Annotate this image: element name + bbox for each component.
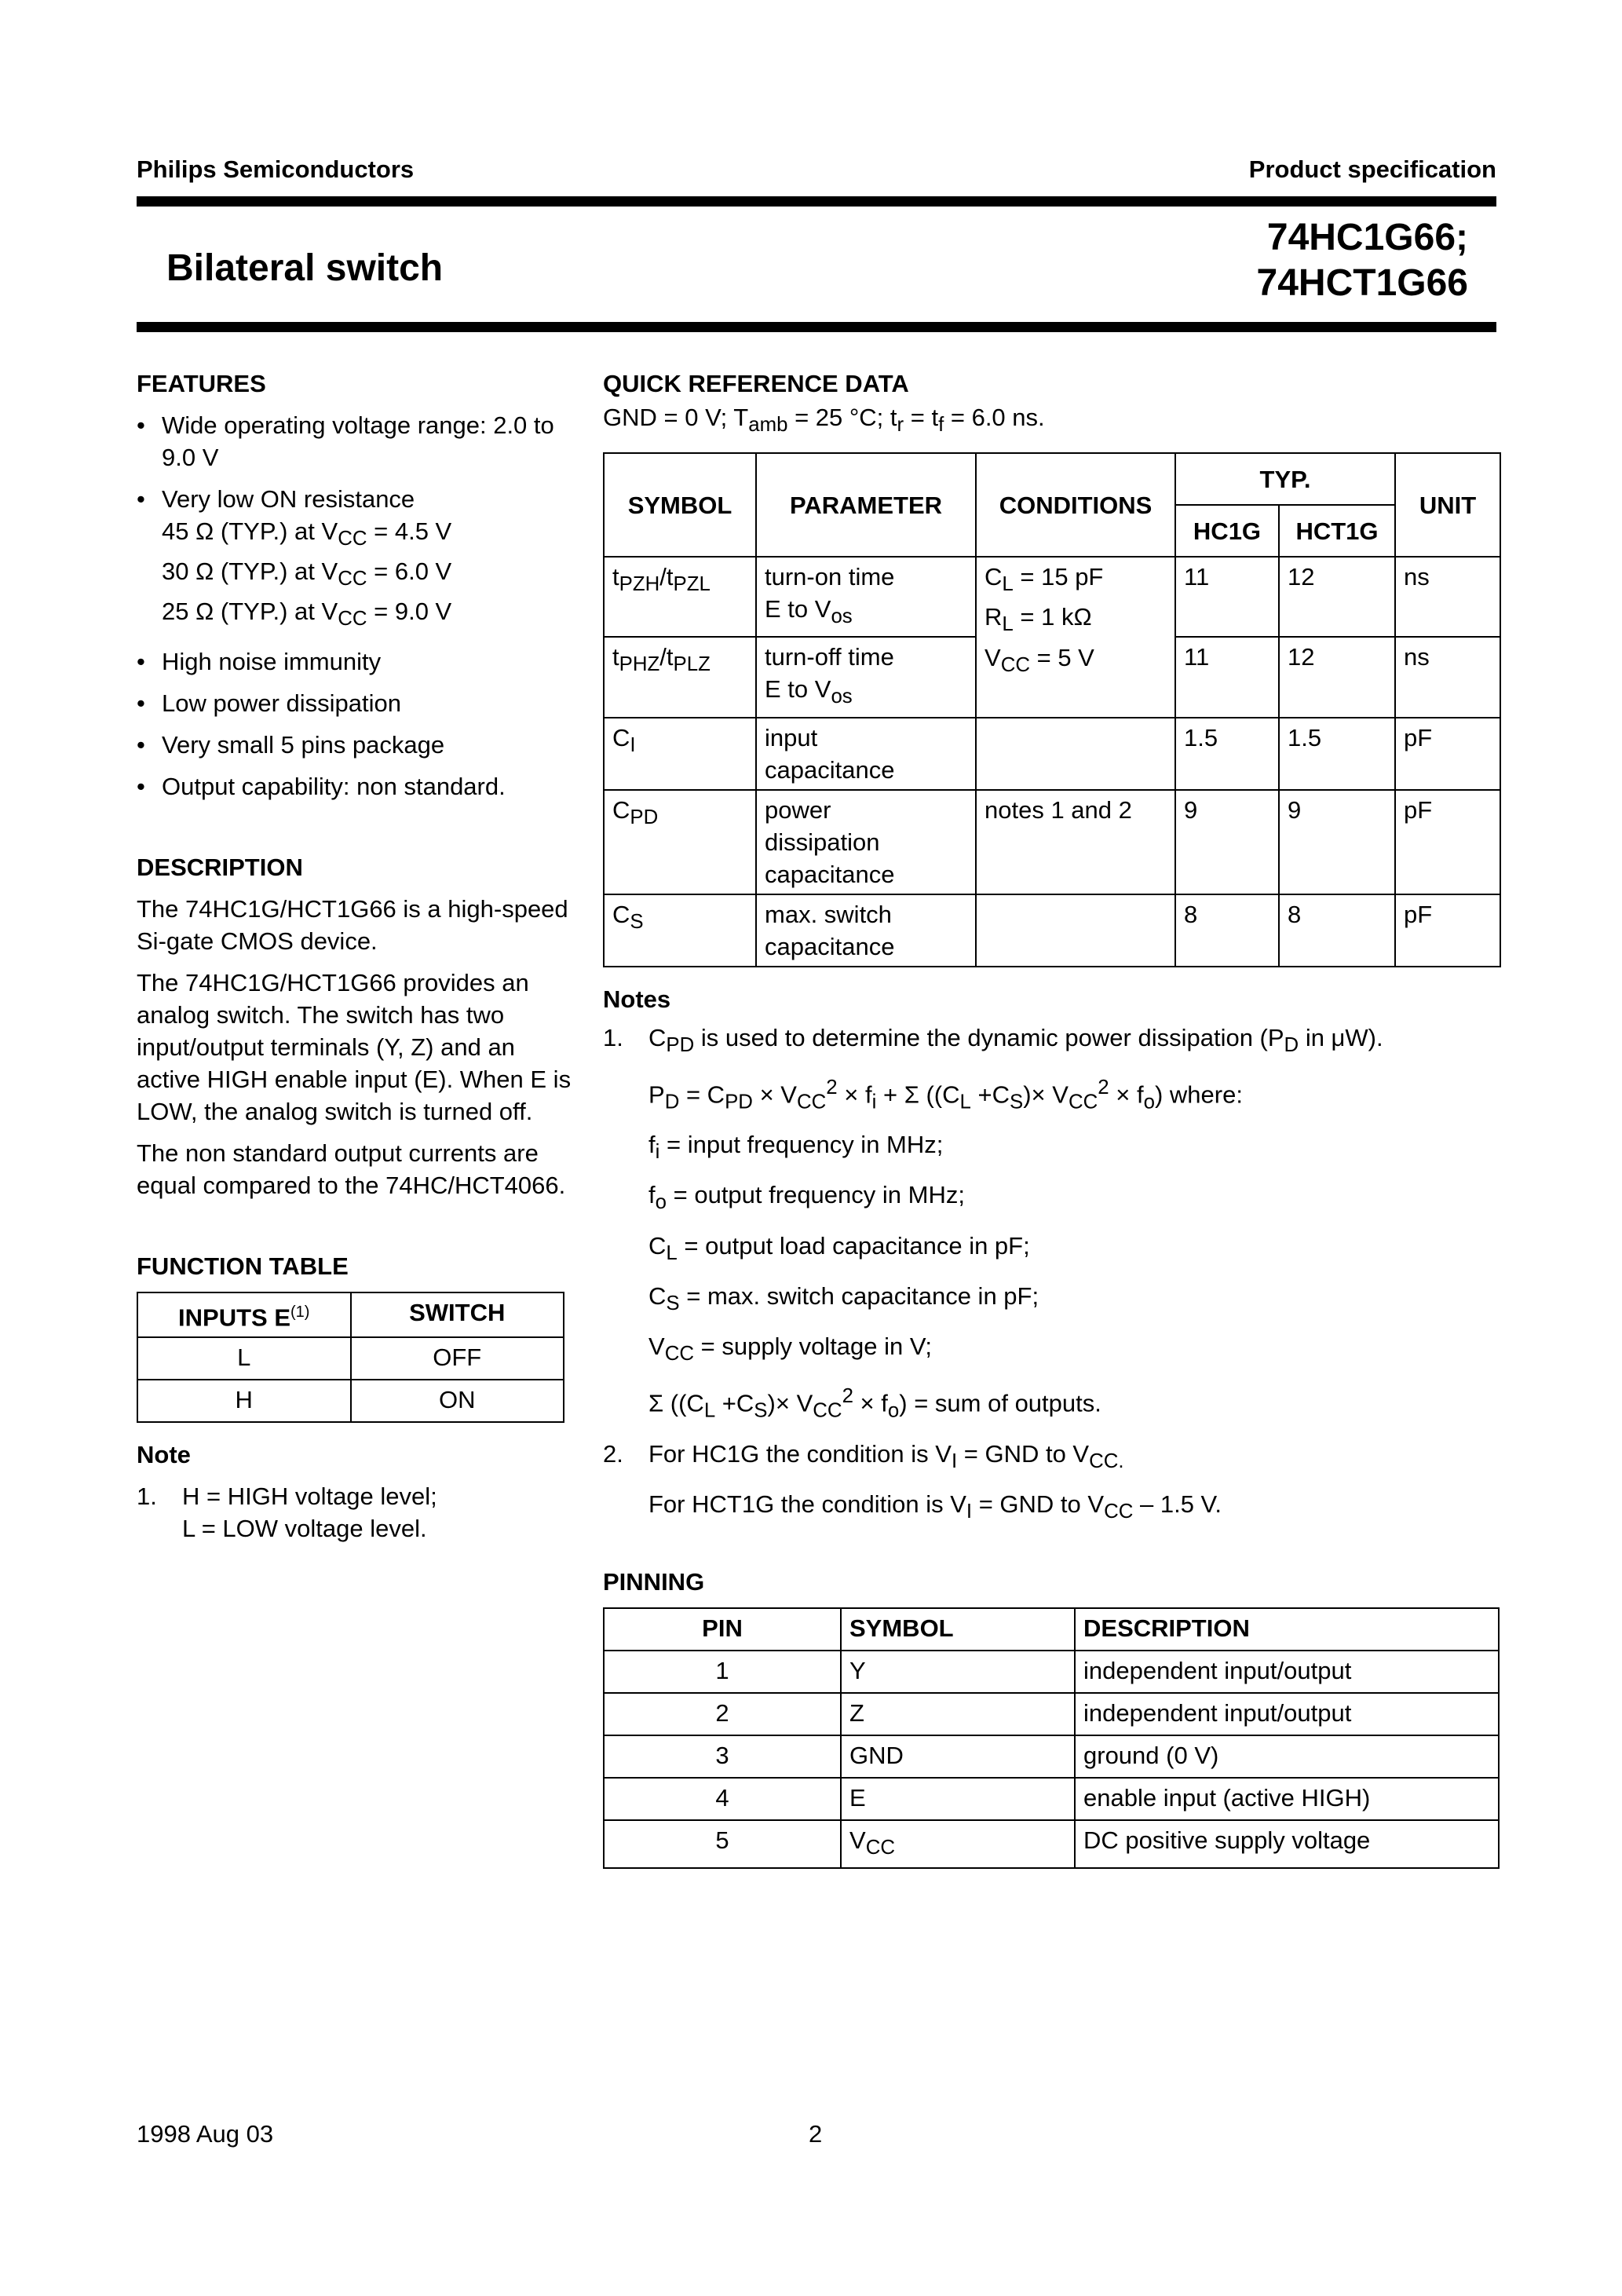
table-row: $t_{PHZ}/t_{PLZ}$ turn-off time E to $V_{os}$ 11 12 ns bbox=[604, 637, 1500, 717]
description-paragraph: The 74HC1G/HCT1G66 is a high-speed Si-gate CMOS device. bbox=[137, 894, 568, 955]
col-hct1g: HCT1G bbox=[1279, 505, 1395, 557]
function-note-heading: Note bbox=[137, 1440, 191, 1468]
function-note: 1. H = HIGH voltage level; L = LOW voltage level. bbox=[137, 1482, 437, 1542]
table-row: 2 Z independent input/output bbox=[604, 1693, 1499, 1735]
right-column bbox=[603, 367, 1498, 1869]
document-type: Product specification bbox=[1248, 155, 1496, 183]
quick-reference-conditions: GND = 0 V; $T_{amb} = 25$ °C; $t_r = t_f = 6.0$ ns. bbox=[603, 404, 1045, 437]
function-col-inputs: INPUTS $E^{(1)}$ bbox=[137, 1292, 351, 1337]
company-name: Philips Semiconductors bbox=[137, 155, 415, 183]
part-number bbox=[1257, 215, 1468, 306]
pinning-table bbox=[603, 1607, 1500, 1869]
feature-item: • High noise immunity bbox=[137, 645, 576, 678]
quick-reference-table bbox=[603, 452, 1501, 967]
shared-conditions: $C_L = 15$ pF $R_L = 1$ kΩ $V_{CC} = 5$ V bbox=[976, 557, 1175, 717]
part-number-1: 74HC1G66; bbox=[1266, 217, 1468, 258]
table-row: 1 Y independent input/output bbox=[604, 1651, 1499, 1693]
function-col-switch: SWITCH bbox=[351, 1292, 564, 1337]
description-heading: DESCRIPTION bbox=[137, 853, 303, 881]
description-paragraph: The 74HC1G/HCT1G66 provides an analog switch. The switch has two input/output terminals (Y, Z) and an active HIGH enable input (E). When E is LOW, the analog switch is turned off. bbox=[137, 968, 572, 1125]
notes-heading: Notes bbox=[603, 985, 671, 1013]
function-table-heading: FUNCTION TABLE bbox=[137, 1252, 349, 1280]
col-conditions: CONDITIONS bbox=[976, 453, 1175, 557]
col-typ: TYP. bbox=[1175, 453, 1395, 505]
pinning-heading: PINNING bbox=[603, 1568, 705, 1596]
footer-page-number: 2 bbox=[809, 2120, 823, 2148]
note-item: 1. $C_{PD}$ is used to determine the dynamic power dissipation ($P_D$ in μW). $P_D = C_{PD} \times V_{CC}^2 \times f_i + \Sigma$ $((C_L +C_S)\times V_{CC}^2 \times f_o)$ where: $f_i$ = input frequency in MHz; $f_o$ = output frequency in MHz; $C_L$ = output load capacitance in pF; $C_S = \max$. switch capacitance in pF; $V_{CC}$ = supply voltage in V; Σ $((C_L +C_S)\times V_{CC}^2 \times f_o)$ = sum of outputs. bbox=[603, 1022, 1498, 1428]
table-row: H ON bbox=[137, 1380, 564, 1422]
feature-item: • Wide operating voltage range: 2.0 to 9.0 V bbox=[137, 409, 576, 473]
function-table bbox=[137, 1292, 564, 1423]
header-rule-bottom bbox=[137, 322, 1496, 332]
feature-item: • Very low ON resistance 45 Ω (TYP.) at $V_{CC} = 4.5$ V 30 Ω (TYP.) at $V_{CC} = 6.0$ V 25 Ω (TYP.) at $V_{CC} = 9.0$ V bbox=[137, 483, 576, 636]
col-parameter: PARAMETER bbox=[756, 453, 976, 557]
note-item: 2. For HC1G the condition is $V_I$ = GND to $V_{CC.}$ For HCT1G the condition is $V_I$ = GND to $V_{CC} - 1.5$ V. bbox=[603, 1439, 1222, 1523]
col-pin-description: DESCRIPTION bbox=[1075, 1608, 1499, 1651]
col-pin: PIN bbox=[604, 1608, 841, 1651]
col-pin-symbol: SYMBOL bbox=[841, 1608, 1075, 1651]
left-column bbox=[137, 367, 576, 1545]
table-row: 5 $V_{CC}$ DC positive supply voltage bbox=[604, 1820, 1499, 1868]
page-title: Bilateral switch bbox=[166, 247, 444, 289]
header-rule-top bbox=[137, 196, 1496, 207]
feature-item: • Very small 5 pins package bbox=[137, 729, 576, 761]
table-row: $t_{PZH}/t_{PZL}$ turn-on time E to $V_{os}$ $C_L = 15$ pF $R_L = 1$ kΩ $V_{CC} = 5$ V 11 12 ns bbox=[604, 557, 1500, 637]
description-paragraph: The non standard output currents are equal compared to the 74HC/HCT4066. bbox=[137, 1139, 566, 1199]
col-unit: UNIT bbox=[1395, 453, 1500, 557]
notes-section bbox=[603, 983, 1498, 1529]
col-hc1g: HC1G bbox=[1175, 505, 1279, 557]
power-formula: $P_D = C_{PD} \times V_{CC}^2 \times f_i + \Sigma$ $((C_L +C_S)\times V_{CC}^2 \times f_o)$ where: bbox=[648, 1076, 1243, 1113]
table-row: $C_{PD}$ power dissipation capacitance notes 1 and 2 9 9 pF bbox=[604, 790, 1500, 894]
features-heading: FEATURES bbox=[137, 370, 266, 397]
table-row: 3 GND ground (0 V) bbox=[604, 1735, 1499, 1778]
feature-item: • Low power dissipation bbox=[137, 687, 576, 719]
col-symbol: SYMBOL bbox=[604, 453, 756, 557]
features-list bbox=[137, 409, 576, 803]
part-number-2: 74HCT1G66 bbox=[1256, 262, 1468, 304]
footer-date: 1998 Aug 03 bbox=[137, 2120, 274, 2148]
table-row: $C_S$ max. switch capacitance 8 8 pF bbox=[604, 894, 1500, 967]
quick-reference-heading: QUICK REFERENCE DATA bbox=[603, 370, 909, 397]
table-row: $C_I$ input capacitance 1.5 1.5 pF bbox=[604, 718, 1500, 790]
table-row: 4 E enable input (active HIGH) bbox=[604, 1778, 1499, 1820]
table-row: L OFF bbox=[137, 1337, 564, 1380]
feature-item: • Output capability: non standard. bbox=[137, 770, 576, 803]
